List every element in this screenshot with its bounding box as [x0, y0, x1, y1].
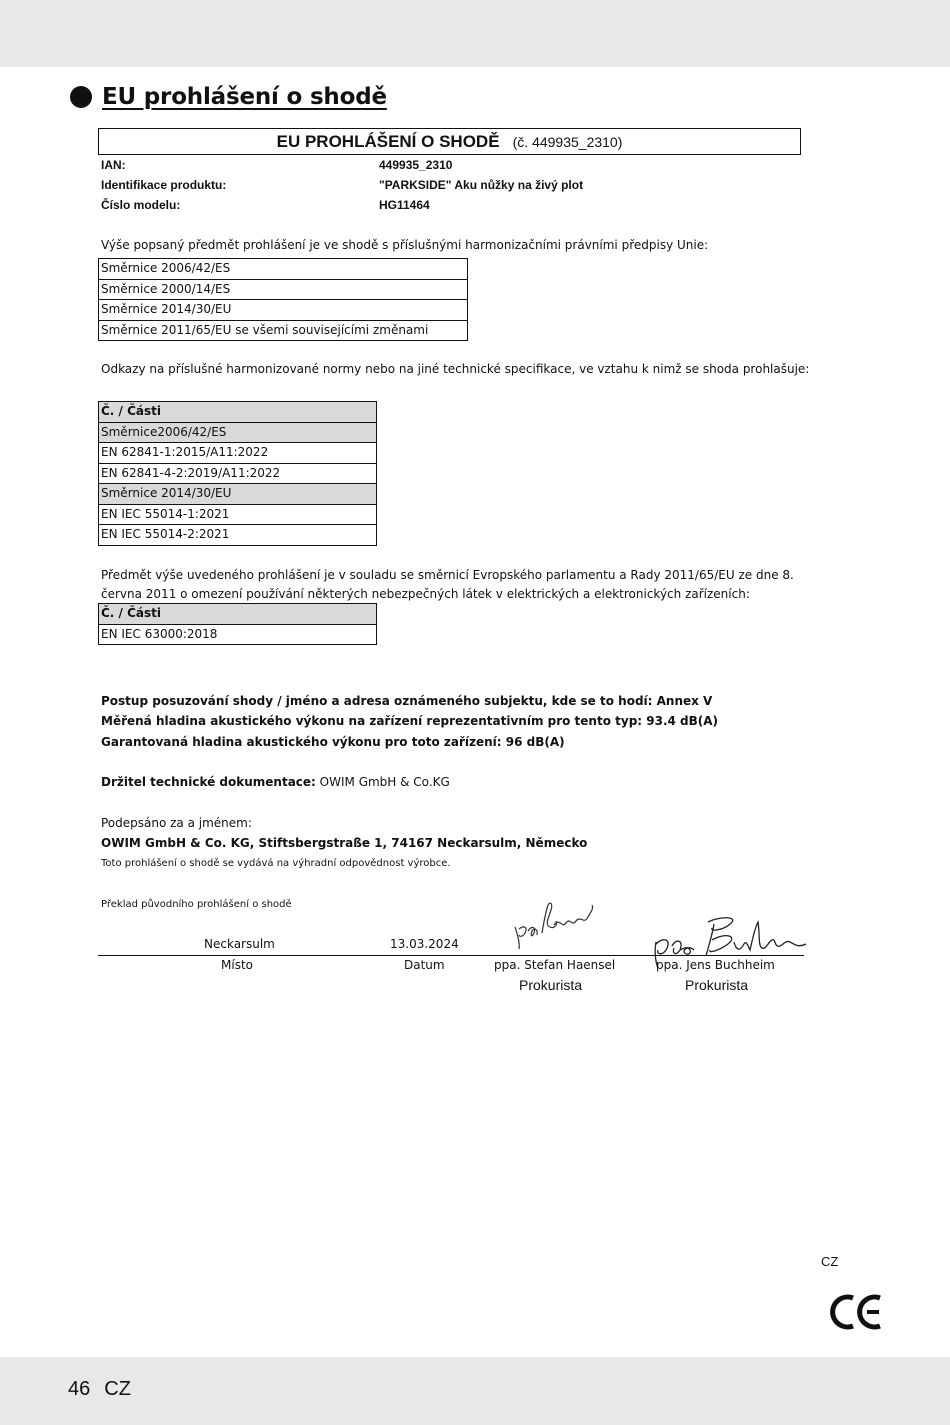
signer-buchheim-role: Prokurista [685, 977, 749, 993]
table-row [99, 320, 468, 341]
responsibility-note: Toto prohlášení o shodě se vydává na výhradní odpovědnost výrobce. [101, 858, 451, 869]
signer-haensel-role: Prokurista [519, 977, 583, 993]
directive-cell: Směrnice 2000/14/ES [99, 279, 468, 300]
header-band [0, 0, 950, 67]
standard-cell: EN 62841-1:2015/A11:2022 [99, 443, 377, 464]
declaration-title: EU PROHLÁŠENÍ O SHODĚ [276, 132, 500, 151]
table-row [99, 624, 377, 645]
table-row [99, 279, 468, 300]
bullet-dot-icon [70, 86, 92, 108]
measured-noise-level: Měřená hladina akustického výkonu na zařízení reprezentativním pro tento typ: 93.4 dB(A) [101, 714, 719, 728]
table-row [99, 484, 377, 505]
directive-cell: Směrnice 2014/30/EU [99, 300, 468, 321]
conformity-procedure: Postup posuzování shody / jméno a adresa oznámeného subjektu, kde se to hodí: Annex V [101, 694, 713, 708]
signature-line [98, 955, 804, 956]
translation-note: Překlad původního prohlášení o shodě [101, 899, 292, 910]
directive-cell: Směrnice 2011/65/EU se všemi souvisejícími změnami [99, 320, 468, 341]
table-row [99, 604, 377, 625]
footer-band [0, 1357, 950, 1425]
table-row [99, 422, 377, 443]
model-number-value: HG11464 [379, 198, 430, 212]
table-row [99, 525, 377, 546]
table-row [99, 402, 377, 423]
table-row [99, 300, 468, 321]
guaranteed-noise-level: Garantovaná hladina akustického výkonu pro toto zařízení: 96 dB(A) [101, 735, 565, 749]
directives-intro: Výše popsaný předmět prohlášení je ve shodě s příslušnými harmonizačními právními předpisy Unie: [101, 238, 709, 252]
ian-value: 449935_2310 [379, 158, 453, 172]
table-row [99, 259, 468, 280]
standard-cell: Směrnice 2014/30/EU [99, 484, 377, 505]
page-number: 46 [68, 1378, 91, 1400]
standards-header-cell: Č. / Části [99, 402, 377, 423]
model-number-label: Číslo modelu: [101, 198, 181, 212]
declaration-title-box [98, 128, 801, 155]
product-id-value: "PARKSIDE" Aku nůžky na živý plot [379, 178, 584, 192]
standard-cell: EN IEC 55014-1:2021 [99, 504, 377, 525]
date-label: Datum [404, 958, 445, 972]
company-address: OWIM GmbH & Co. KG, Stiftsbergstraße 1, 74167 Neckarsulm, Německo [101, 836, 588, 850]
ce-mark-icon [830, 1292, 884, 1332]
signer-haensel: ppa. Stefan Haensel [494, 958, 616, 972]
directive-cell: Směrnice 2006/42/ES [99, 259, 468, 280]
signature-place: Neckarsulm [204, 937, 275, 951]
signer-buchheim: ppa. Jens Buchheim [656, 958, 775, 972]
rohs-table [98, 603, 377, 645]
rohs-standard-cell: EN IEC 63000:2018 [99, 624, 377, 645]
section-heading [70, 84, 387, 110]
standard-cell: EN 62841-4-2:2019/A11:2022 [99, 463, 377, 484]
directives-table [98, 258, 468, 341]
tech-doc-label: Držitel technické dokumentace: [101, 775, 316, 789]
table-row [99, 443, 377, 464]
ian-label: IAN: [101, 158, 126, 172]
rohs-intro-line2: června 2011 o omezení používání některých nebezpečných látek v elektrických a elektronických zařízeních: [101, 587, 750, 601]
tech-doc-holder [101, 772, 450, 792]
signature-date: 13.03.2024 [390, 937, 459, 951]
signature-haensel-icon [510, 895, 600, 953]
declaration-number: (č. 449935_2310) [512, 134, 623, 150]
footer-language: CZ [104, 1378, 131, 1400]
table-row [99, 504, 377, 525]
table-row [99, 463, 377, 484]
standard-cell: Směrnice2006/42/ES [99, 422, 377, 443]
standard-cell: EN IEC 55014-2:2021 [99, 525, 377, 546]
rohs-intro-line1: Předmět výše uvedeného prohlášení je v souladu se směrnicí Evropského parlamentu a Rady 2011/65/EU ze dne 8. [101, 568, 794, 582]
country-label: CZ [821, 1254, 839, 1269]
page-title: EU prohlášení o shodě [102, 84, 387, 110]
standards-table [98, 401, 377, 546]
product-id-label: Identifikace produktu: [101, 178, 227, 192]
signed-for-label: Podepsáno za a jménem: [101, 816, 252, 830]
standards-intro: Odkazy na příslušné harmonizované normy nebo na jiné technické specifikace, ve vztahu k nimž se shoda prohlašuje: [101, 362, 810, 376]
page-footer [68, 1378, 131, 1401]
rohs-header-cell: Č. / Části [99, 604, 377, 625]
tech-doc-value: OWIM GmbH & Co.KG [315, 775, 450, 789]
place-label: Místo [221, 958, 253, 972]
